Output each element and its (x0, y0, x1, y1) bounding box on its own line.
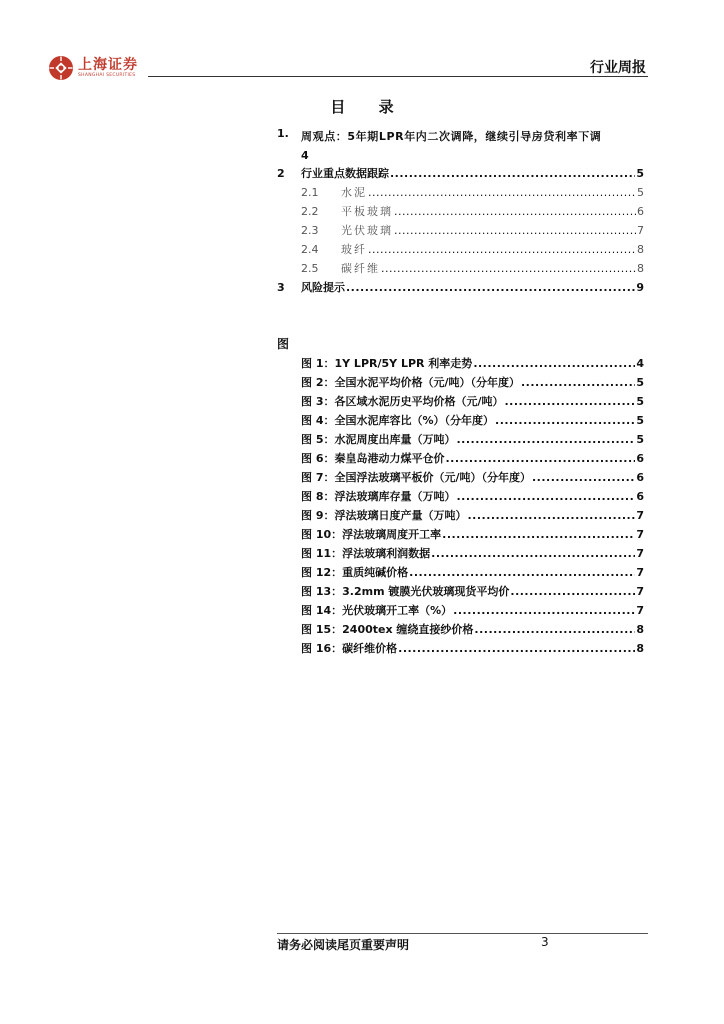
figure-label: 图 12：重质纯碱价格 (301, 566, 409, 579)
toc-entry-title: 风险提示 (301, 281, 345, 294)
figure-page: 7 (636, 509, 644, 522)
figure-page: 5 (636, 395, 644, 408)
toc-leader-dots (532, 471, 635, 484)
toc-entry-2-2[interactable] (301, 203, 644, 219)
toc-leader-dots (453, 604, 635, 617)
figure-entry[interactable] (301, 374, 644, 390)
toc-entry-number: 2.4 (301, 243, 319, 256)
figure-page: 6 (636, 471, 644, 484)
toc-leader-dots (456, 490, 635, 503)
toc-entry-page: 8 (637, 262, 644, 275)
figure-page: 6 (636, 490, 644, 503)
toc-entry-2[interactable] (277, 165, 644, 181)
company-logo (48, 55, 138, 81)
figure-page: 7 (636, 604, 644, 617)
report-type-label: 行业周报 (590, 60, 646, 76)
figure-label: 图 15：2400tex 缠绕直接纱价格 (301, 623, 474, 636)
toc-entry-page: 6 (637, 205, 644, 218)
figure-page: 5 (636, 414, 644, 427)
figure-page: 8 (636, 623, 644, 636)
figure-label: 图 13：3.2mm 镀膜光伏玻璃现货平均价 (301, 585, 510, 598)
logo-english-name: SHANGHAI SECURITIES (78, 72, 136, 78)
toc-leader-dots (510, 585, 635, 598)
toc-leader-dots (368, 186, 636, 199)
toc-entry-3[interactable] (277, 279, 644, 295)
figure-entry[interactable] (301, 602, 644, 618)
figure-entry[interactable] (301, 545, 644, 561)
page-number: 3 (541, 935, 549, 949)
toc-entry-1[interactable] (277, 127, 644, 165)
figure-entry[interactable] (301, 393, 644, 409)
toc-entry-page: 5 (636, 167, 644, 180)
figures-heading: 图 (277, 337, 290, 351)
figure-page: 7 (636, 585, 644, 598)
toc-entry-page: 5 (637, 186, 644, 199)
toc-leader-dots (390, 167, 635, 180)
toc-entry-number: 2.5 (301, 262, 319, 275)
toc-leader-dots (442, 528, 635, 541)
figure-entry[interactable] (301, 431, 644, 447)
toc-entry-2-3[interactable] (301, 222, 644, 238)
toc-leader-dots (394, 205, 636, 218)
toc-entry-title: 水泥 (341, 186, 367, 199)
toc-leader-dots (467, 509, 635, 522)
toc-leader-dots (346, 281, 635, 294)
toc-entry-page: 7 (637, 224, 644, 237)
toc-entry-number: 2.3 (301, 224, 319, 237)
figure-entry[interactable] (301, 526, 644, 542)
footer-disclaimer: 请务必阅读尾页重要声明 (277, 938, 410, 952)
toc-leader-dots (521, 376, 635, 389)
toc-entry-page: 9 (636, 281, 644, 294)
figure-page: 5 (636, 433, 644, 446)
figure-entry[interactable] (301, 621, 644, 637)
figure-page: 6 (636, 452, 644, 465)
figure-entry[interactable] (301, 355, 644, 371)
toc-leader-dots (474, 623, 635, 636)
logo-emblem-icon (48, 55, 74, 81)
figure-page: 7 (636, 566, 644, 579)
figure-label: 图 9：浮法玻璃日度产量（万吨） (301, 509, 467, 522)
figure-label: 图 14：光伏玻璃开工率（%） (301, 604, 453, 617)
toc-entry-title: 行业重点数据跟踪 (301, 167, 389, 180)
figure-entry[interactable] (301, 507, 644, 523)
figure-entry[interactable] (301, 412, 644, 428)
figure-entry[interactable] (301, 469, 644, 485)
figure-label: 图 3：各区域水泥历史平均价格（元/吨） (301, 395, 504, 408)
figure-page: 5 (636, 376, 644, 389)
figure-page: 7 (636, 528, 644, 541)
toc-entry-number: 2.1 (301, 186, 319, 199)
toc-leader-dots (394, 224, 636, 237)
toc-entry-title: 玻纤 (341, 243, 367, 256)
toc-leader-dots (368, 243, 636, 256)
toc-leader-dots (381, 262, 636, 275)
figure-entry[interactable] (301, 488, 644, 504)
toc-entry-2-4[interactable] (301, 241, 644, 257)
figure-label: 图 7：全国浮法玻璃平板价（元/吨）（分年度） (301, 471, 531, 484)
header-divider (148, 76, 648, 77)
figure-label: 图 4：全国水泥库容比（%）（分年度） (301, 414, 495, 427)
toc-entry-number: 2 (277, 167, 285, 180)
toc-leader-dots (431, 547, 635, 560)
toc-entry-title: 光伏玻璃 (341, 224, 393, 237)
toc-entry-title: 碳纤维 (341, 262, 380, 275)
figure-entry[interactable] (301, 583, 644, 599)
figure-label: 图 1：1Y LPR/5Y LPR 利率走势 (301, 357, 473, 370)
figure-entry[interactable] (301, 640, 644, 656)
toc-entry-2-1[interactable] (301, 184, 644, 200)
figure-label: 图 8：浮法玻璃库存量（万吨） (301, 490, 456, 503)
figure-label: 图 6：秦皇岛港动力煤平仓价 (301, 452, 445, 465)
figure-label: 图 10：浮法玻璃周度开工率 (301, 528, 442, 541)
figure-label: 图 5：水泥周度出库量（万吨） (301, 433, 456, 446)
figure-entry[interactable] (301, 564, 644, 580)
toc-leader-dots (456, 433, 635, 446)
toc-entry-page: 4 (301, 149, 310, 162)
toc-leader-dots (473, 357, 635, 370)
toc-leader-dots (398, 642, 635, 655)
figure-page: 8 (636, 642, 644, 655)
footer-divider (277, 933, 648, 934)
figure-label: 图 11：浮法玻璃利润数据 (301, 547, 431, 560)
toc-entry-2-5[interactable] (301, 260, 644, 276)
figure-entry[interactable] (301, 450, 644, 466)
logo-chinese-name: 上海证券 (78, 56, 138, 73)
toc-title: 目 录 (330, 98, 408, 116)
toc-entry-title: 平板玻璃 (341, 205, 393, 218)
toc-leader-dots (505, 395, 636, 408)
figure-page: 4 (636, 357, 644, 370)
figure-page: 7 (636, 547, 644, 560)
toc-entry-number: 1. (277, 127, 289, 140)
toc-entry-number: 2.2 (301, 205, 319, 218)
toc-leader-dots (495, 414, 635, 427)
toc-leader-dots (445, 452, 635, 465)
toc-entry-page: 8 (637, 243, 644, 256)
figure-label: 图 2：全国水泥平均价格（元/吨）（分年度） (301, 376, 520, 389)
toc-entry-number: 3 (277, 281, 285, 294)
toc-entry-title: 周观点：5年期LPR年内二次调降，继续引导房贷利率下调 4 (301, 130, 602, 162)
toc-leader-dots (409, 566, 635, 579)
figure-label: 图 16：碳纤维价格 (301, 642, 398, 655)
